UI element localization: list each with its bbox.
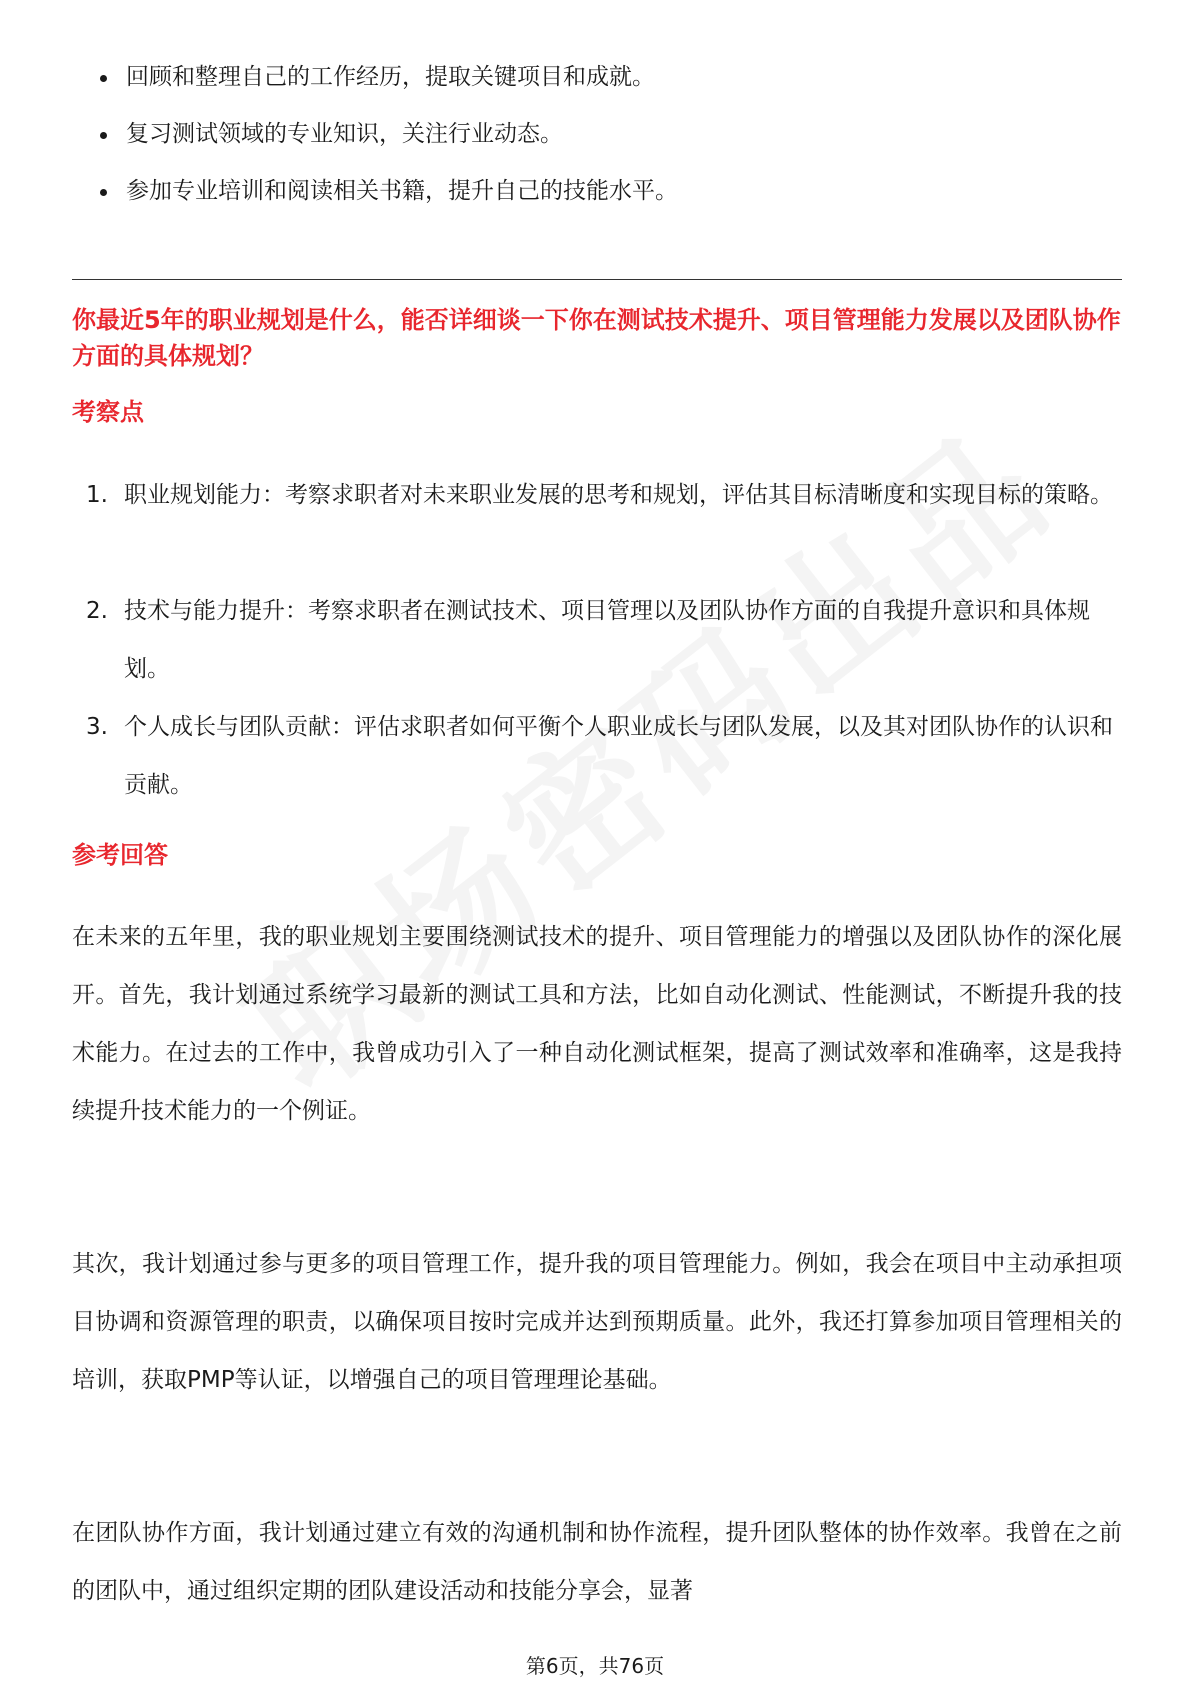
section-divider [72, 279, 1122, 280]
list-item [72, 698, 1122, 814]
bullet-item: 复习测试领域的专业知识，关注行业动态。 [96, 119, 1096, 149]
list-item [72, 582, 1122, 698]
evaluation-points-list [72, 466, 1122, 814]
answer-paragraph: 在未来的五年里，我的职业规划主要围绕测试技术的提升、项目管理能力的增强以及团队协作的深化展开。首先，我计划通过系统学习最新的测试工具和方法，比如自动化测试、性能测试，不断提升我的技术能力。在过去的工作中，我曾成功引入了一种自动化测试框架，提高了测试效率和准确率，这是我持续提升技术能力的一个例证。 [72, 924, 1122, 1124]
list-item-text: 技术与能力提升：考察求职者在测试技术、项目管理以及团队协作方面的自我提升意识和具体规划。 [124, 598, 1090, 682]
list-item-text: 职业规划能力：考察求职者对未来职业发展的思考和规划，评估其目标清晰度和实现目标的策略。 [124, 482, 1113, 508]
list-number: 1. [86, 482, 108, 508]
section-title-answer: 参考回答 [72, 841, 168, 869]
answer-paragraph: 在团队协作方面，我计划通过建立有效的沟通机制和协作流程，提升团队整体的协作效率。我曾在之前的团队中，通过组织定期的团队建设活动和技能分享会，显著 [72, 1520, 1122, 1604]
page-number: 第6页，共76页 [525, 1654, 665, 1678]
bullet-item: 参加专业培训和阅读相关书籍，提升自己的技能水平。 [96, 176, 1096, 206]
bullet-item: 回顾和整理自己的工作经历，提取关键项目和成就。 [96, 62, 1096, 92]
list-number: 3. [86, 714, 108, 740]
answer-paragraph: 其次，我计划通过参与更多的项目管理工作，提升我的项目管理能力。例如，我会在项目中主动承担项目协调和资源管理的职责，以确保项目按时完成并达到预期质量。此外，我还打算参加项目管理相关的培训，获取PMP等认证，以增强自己的项目管理理论基础。 [72, 1251, 1122, 1393]
list-item-text: 个人成长与团队贡献：评估求职者如何平衡个人职业成长与团队发展，以及其对团队协作的认识和贡献。 [124, 714, 1113, 798]
bullet-list [96, 62, 1096, 233]
question-heading: 你最近5年的职业规划是什么，能否详细谈一下你在测试技术提升、项目管理能力发展以及团队协作方面的具体规划？ [72, 306, 1121, 370]
section-title-kaochadian: 考察点 [72, 398, 144, 426]
list-number: 2. [86, 598, 108, 624]
list-item [72, 466, 1122, 582]
